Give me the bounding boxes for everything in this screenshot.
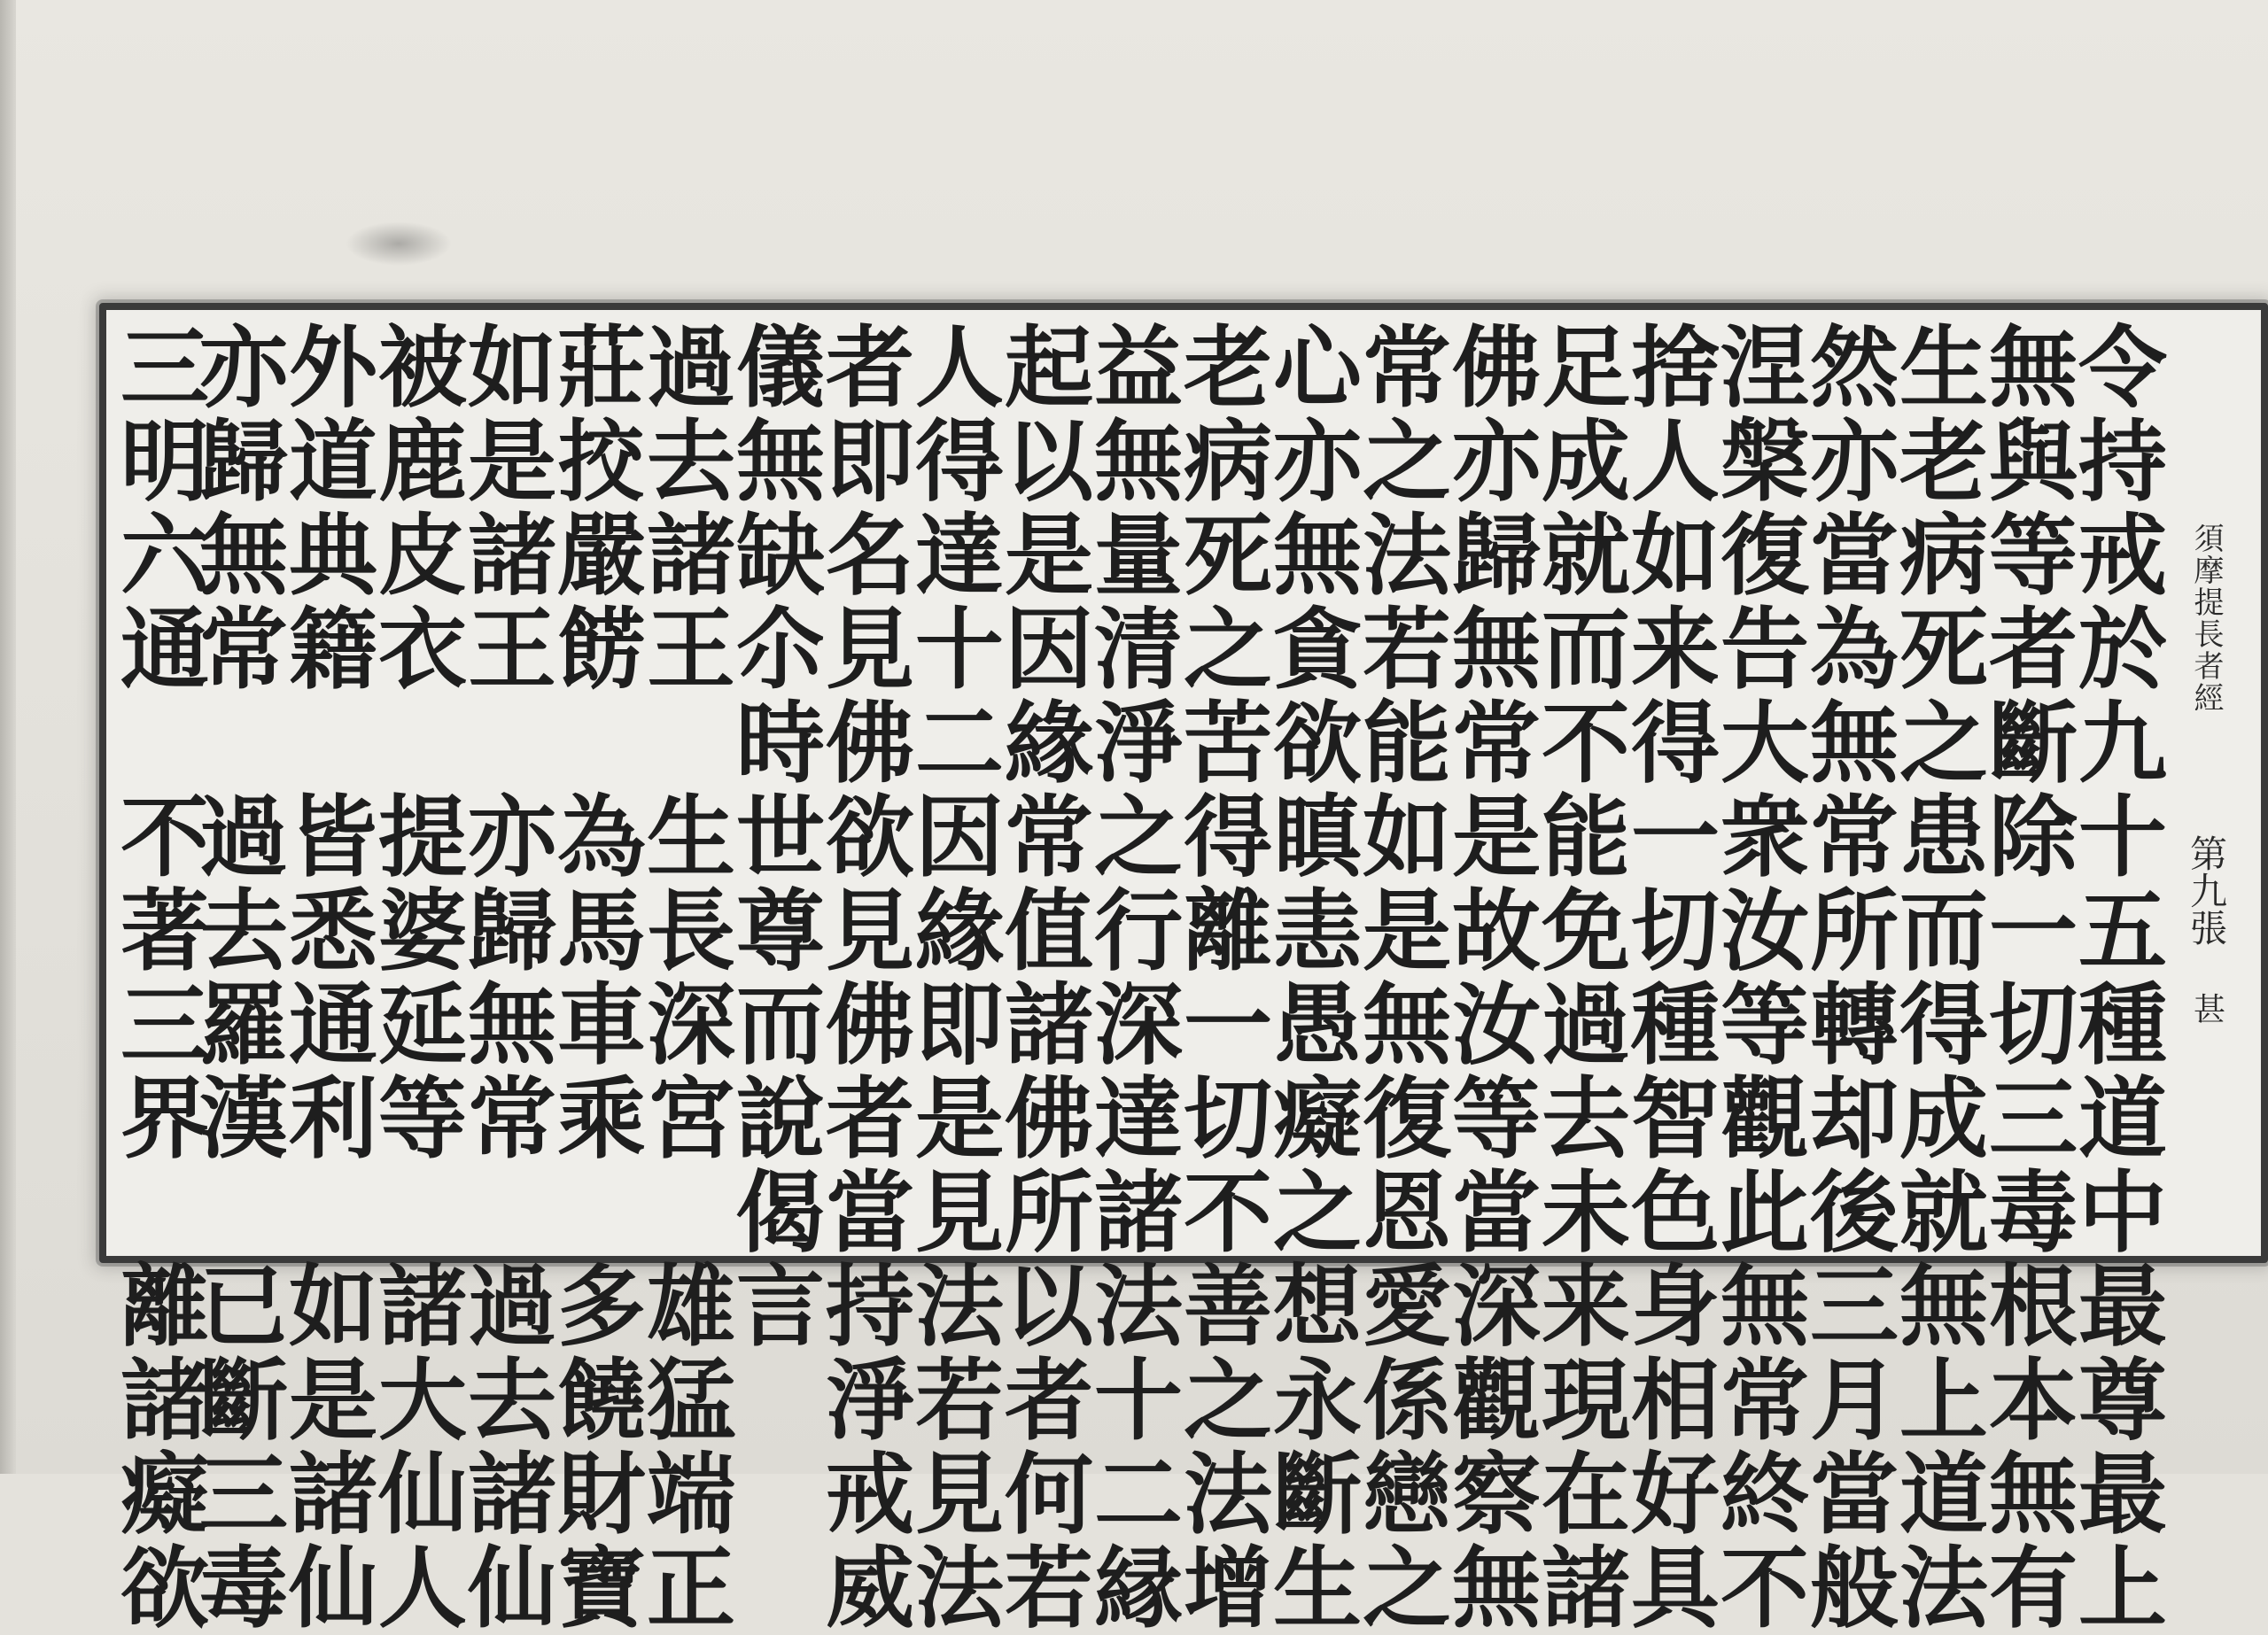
- verse-column-7: 三明六通 不著三界 離諸癡欲: [105, 321, 210, 1635]
- verse-column-3: 如是諸王 亦歸無常 過去諸仙: [453, 321, 557, 1635]
- folio-mark: 甚: [2194, 992, 2226, 1028]
- text-column-12: 益無量清淨之行深達諸法十二縁: [1079, 321, 1184, 1635]
- text-column-3: 生老病死之患而得成就無上道法: [1884, 321, 1989, 1635]
- text-column-15: 者即名見佛欲見佛者當持淨戒威: [811, 321, 915, 1635]
- text-column-4: 然亦當為無常所轉却後三月當般: [1795, 321, 1899, 1635]
- folio-label: 第九張: [2185, 834, 2228, 946]
- text-column-6: 捨人如来得一切種智色身相好具: [1616, 321, 1720, 1635]
- verse-column-4: 被鹿皮衣 提婆延等 諸大仙人: [363, 321, 468, 1635]
- text-column-8: 佛亦歸無常是故汝等當深觀察無: [1437, 321, 1542, 1635]
- text-column-7: 足成就而不能免過去未来現在諸: [1526, 321, 1631, 1635]
- text-column-1: 令持戒於九十五種道中最尊最上: [2063, 321, 2168, 1635]
- text-column-2: 無與等者斷除一切三毒根本無有: [1974, 321, 2078, 1635]
- text-column-10: 心亦無貪欲瞋恚愚癡之想永斷生: [1258, 321, 1363, 1635]
- text-column-5: 涅槃復告大衆汝等觀此無常終不: [1705, 321, 1810, 1635]
- verse-column-5: 外道典籍 皆悉通利 如是諸仙: [274, 321, 378, 1635]
- text-column-14: 人得達十二因緣即是見法若見法: [900, 321, 1005, 1635]
- ink-smudge: [346, 221, 452, 266]
- text-column-9: 常之法若能如是無復恩愛係戀之: [1348, 321, 1452, 1635]
- verse-column-1: 過去諸王 生長深宮 雄猛端正: [632, 321, 736, 1635]
- text-column-16: 儀無缺尒時世尊而說偈言: [721, 321, 826, 1353]
- book-gutter: [0, 0, 16, 1474]
- sutra-title: 須摩提長者經: [2188, 523, 2224, 714]
- text-column-11: 老病死之苦得離一切不善之法增: [1169, 321, 1273, 1635]
- text-column-13: 起以是因緣常值諸佛所以者何若: [990, 321, 1094, 1635]
- verse-column-6: 亦歸無常 過去羅漢 已斷三毒: [184, 321, 289, 1635]
- verse-column-2: 莊挍嚴餝 為馬車乘 多饒財寶: [542, 321, 647, 1635]
